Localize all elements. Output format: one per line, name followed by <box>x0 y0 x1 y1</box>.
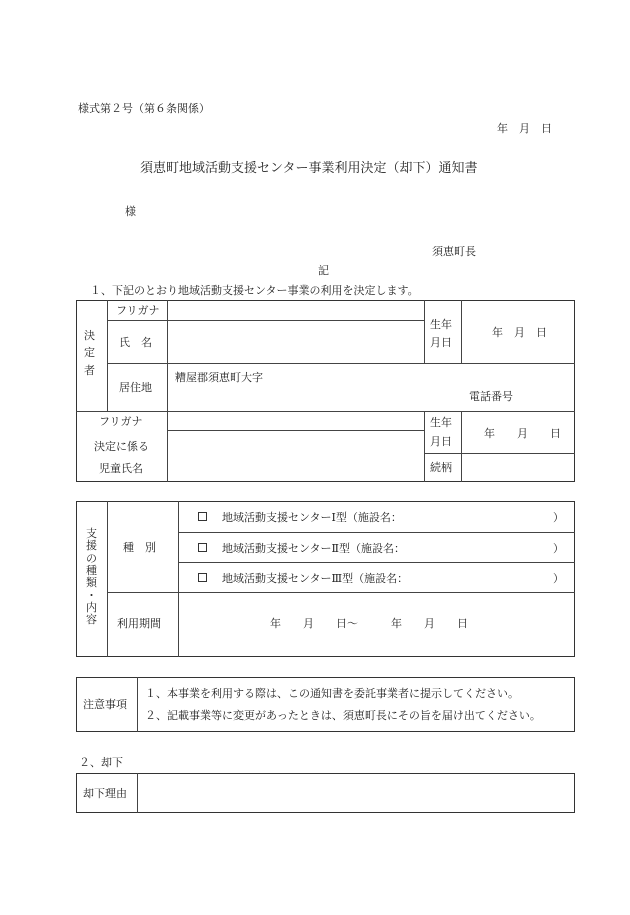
note-item-2: ２、記載事業等に変更があったときは、須恵町長にその旨を届け出てください。 <box>145 709 541 722</box>
birthdate-label-2: 月日 <box>430 336 452 349</box>
child-name-label-2: 児童氏名 <box>99 462 143 475</box>
period-value: 年 月 日～ 年 月 日 <box>270 617 468 630</box>
rejection-reason-label: 却下理由 <box>83 787 127 800</box>
issue-date: 年 月 日 <box>497 122 552 135</box>
furigana-label: フリガナ <box>116 304 160 317</box>
phone-label: 電話番号 <box>469 390 513 403</box>
type3-checkbox[interactable] <box>198 573 207 582</box>
notes-label: 注意事項 <box>83 698 127 711</box>
addressee-suffix: 様 <box>125 205 136 218</box>
type-label: 種 別 <box>123 541 156 554</box>
child-birthdate-value: 年 月 日 <box>484 427 561 440</box>
birthdate-label: 生年 <box>430 318 452 331</box>
form-number: 様式第２号（第６条関係） <box>78 102 210 115</box>
note-item-1: １、本事業を利用する際は、この通知書を委託事業者に提示してください。 <box>145 687 519 700</box>
document-title: 須恵町地域活動支援センター事業利用決定（却下）通知書 <box>140 161 478 176</box>
notes-table <box>76 677 575 732</box>
type2-checkbox[interactable] <box>198 543 207 552</box>
type1-close: ） <box>553 511 564 524</box>
child-birthdate-label-2: 月日 <box>430 435 452 448</box>
address-value: 糟屋郡須恵町大字 <box>175 371 263 384</box>
type1-checkbox[interactable] <box>198 512 207 521</box>
issuer-name: 須恵町長 <box>432 245 476 258</box>
relationship-label: 続柄 <box>430 461 452 474</box>
child-birthdate-label: 生年 <box>430 416 452 429</box>
type3-close: ） <box>553 572 564 585</box>
section1-heading: １、下記のとおり地域活動支援センター事業の利用を決定します。 <box>90 284 419 297</box>
name-label: 氏 名 <box>119 336 152 349</box>
child-name-label: 決定に係る <box>94 440 149 453</box>
decider-label: 決 定 者 <box>84 329 95 377</box>
period-label: 利用期間 <box>117 617 161 630</box>
child-furigana-label: フリガナ <box>99 415 143 428</box>
ki-mark: 記 <box>318 264 329 277</box>
rejection-table <box>76 773 575 813</box>
type2-label: 地域活動支援センターⅡ型（施設名： <box>222 542 406 555</box>
type3-label: 地域活動支援センターⅢ型（施設名： <box>222 572 409 585</box>
address-label: 居住地 <box>119 381 152 394</box>
support-side-label: 支 援 の 種 類 ・ 内 容 <box>86 527 97 627</box>
birthdate-value: 年 月 日 <box>492 326 547 339</box>
type2-close: ） <box>553 542 564 555</box>
type1-label: 地域活動支援センターⅠ型（施設名： <box>222 511 402 524</box>
section2-heading: ２、却下 <box>79 756 123 769</box>
